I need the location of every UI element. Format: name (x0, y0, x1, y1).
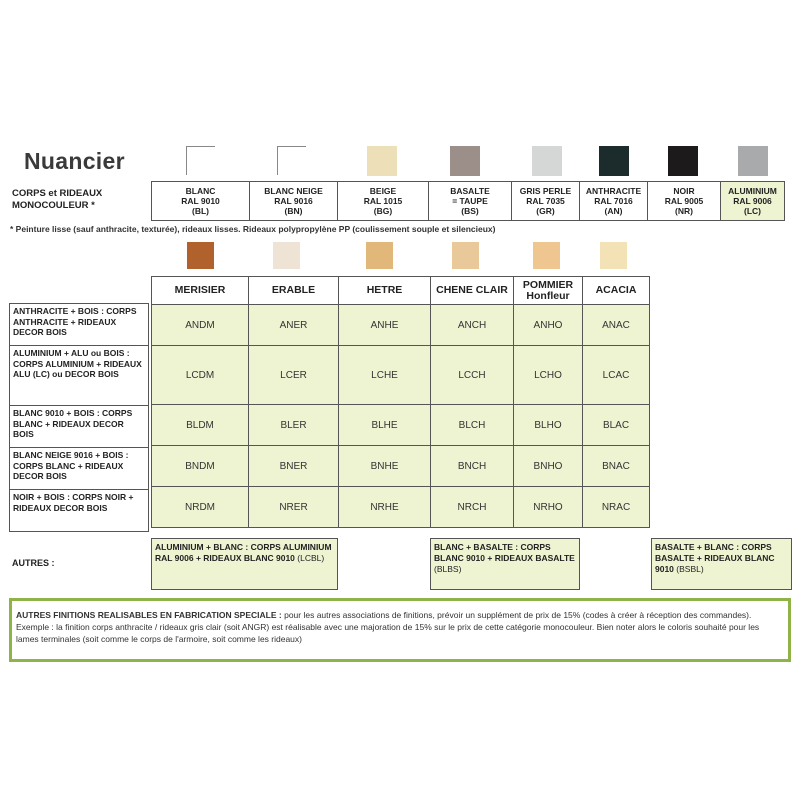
mono-cell-basalte: BASALTE = TAUPE (BS) (429, 182, 512, 221)
autres-box-bsbl: BASALTE + BLANC : CORPS BASALTE + RIDEAUX BLANC 9010 (BSBL) (651, 538, 792, 590)
code-cell: ANHO (514, 305, 583, 346)
special-body: pour les autres associations de finitions, prévoir un supplément de prix de 15% (codes à créer à réception des commandes). Exemple : la finition corps anthracite / rideaux gris clair (soit ANGR) est réalisable avec une majoration de 15% sur le prix de cette catégorie monocouleur. Bien noter alors le coloris souhaité pour les lames terminales (soit comme le corps de l'armoire, soit comme les rideaux) (16, 610, 760, 644)
special-finishes-box (9, 598, 791, 662)
code-cell: BLHO (514, 405, 583, 446)
mono-cell-gris-perle: GRIS PERLE RAL 7035 (GR) (512, 182, 580, 221)
code-cell: BNHE (339, 446, 431, 487)
code-cell: ANCH (431, 305, 514, 346)
swatch-beige (367, 146, 397, 176)
mono-cell-aluminium: ALUMINIUM RAL 9006 (LC) (721, 182, 785, 221)
code-cell: ANHE (339, 305, 431, 346)
special-heading: AUTRES FINITIONS REALISABLES EN FABRICATION SPECIALE : (16, 610, 282, 620)
code-cell: BNER (249, 446, 339, 487)
swatch-erable (273, 242, 300, 269)
code-cell: LCAC (583, 346, 650, 405)
mono-color-table (151, 181, 785, 221)
swatch-gris-perle (532, 146, 562, 176)
swatch-basalte (450, 146, 480, 176)
code-cell: NRAC (583, 487, 650, 528)
paint-note: * Peinture lisse (sauf anthracite, texturée), rideaux lisses. Rideaux polypropylène PP (coulissement souple et silencieux) (10, 224, 496, 234)
mono-cell-anthracite: ANTHRACITE RAL 7016 (AN) (580, 182, 648, 221)
swatch-aluminium (738, 146, 768, 176)
code-cell: NRER (249, 487, 339, 528)
code-cell: NRHE (339, 487, 431, 528)
code-cell: BLCH (431, 405, 514, 446)
swatch-merisier (187, 242, 214, 269)
swatch-blanc (186, 146, 215, 175)
code-cell: BNAC (583, 446, 650, 487)
code-cell: LCHO (514, 346, 583, 405)
page-title: Nuancier (24, 148, 125, 174)
code-cell: BLAC (583, 405, 650, 446)
row-label: ANTHRACITE + BOIS : CORPS ANTHRACITE + RIDEAUX DECOR BOIS (10, 304, 149, 346)
code-cell: ANER (249, 305, 339, 346)
wood-header: ERABLE (249, 277, 339, 305)
swatch-anthracite (599, 146, 629, 176)
mono-cell-beige: BEIGE RAL 1015 (BG) (338, 182, 429, 221)
wood-header: ACACIA (583, 277, 650, 305)
autres-box-blbs: BLANC + BASALTE : CORPS BLANC 9010 + RIDEAUX BASALTE (BLBS) (430, 538, 580, 590)
code-cell: BNCH (431, 446, 514, 487)
autres-box-lcbl: ALUMINIUM + BLANC : CORPS ALUMINIUM RAL 9006 + RIDEAUX BLANC 9010 (LCBL) (151, 538, 338, 590)
code-cell: LCER (249, 346, 339, 405)
swatch-hetre (366, 242, 393, 269)
mono-cell-blanc-neige: BLANC NEIGE RAL 9016 (BN) (250, 182, 338, 221)
row-label: ALUMINIUM + ALU ou BOIS : CORPS ALUMINIUM + RIDEAUX ALU (LC) ou DECOR BOIS (10, 346, 149, 406)
mono-label: CORPS et RIDEAUX MONOCOULEUR * (12, 188, 103, 211)
mono-cell-blanc: BLANC RAL 9010 (BL) (152, 182, 250, 221)
swatch-acacia (600, 242, 627, 269)
wood-header: HETRE (339, 277, 431, 305)
code-cell: BNDM (152, 446, 249, 487)
code-cell: BLHE (339, 405, 431, 446)
code-cell: NRCH (431, 487, 514, 528)
wood-header: MERISIER (152, 277, 249, 305)
swatch-chene-clair (452, 242, 479, 269)
wood-code-table (151, 276, 650, 528)
row-label: BLANC 9010 + BOIS : CORPS BLANC + RIDEAUX DECOR BOIS (10, 406, 149, 448)
wood-header: CHENE CLAIR (431, 277, 514, 305)
swatch-blanc-neige (277, 146, 306, 175)
autres-label: AUTRES : (12, 558, 55, 568)
code-cell: BLDM (152, 405, 249, 446)
code-cell: ANDM (152, 305, 249, 346)
mono-cell-noir: NOIR RAL 9005 (NR) (648, 182, 721, 221)
code-cell: LCDM (152, 346, 249, 405)
row-label: NOIR + BOIS : CORPS NOIR + RIDEAUX DECOR BOIS (10, 490, 149, 532)
code-cell: BLER (249, 405, 339, 446)
swatch-pommier (533, 242, 560, 269)
combination-labels (9, 303, 149, 532)
row-label: BLANC NEIGE 9016 + BOIS : CORPS BLANC + RIDEAUX DECOR BOIS (10, 448, 149, 490)
code-cell: NRDM (152, 487, 249, 528)
wood-header: POMMIER Honfleur (514, 277, 583, 305)
code-cell: BNHO (514, 446, 583, 487)
code-cell: LCCH (431, 346, 514, 405)
code-cell: NRHO (514, 487, 583, 528)
code-cell: ANAC (583, 305, 650, 346)
swatch-noir (668, 146, 698, 176)
code-cell: LCHE (339, 346, 431, 405)
